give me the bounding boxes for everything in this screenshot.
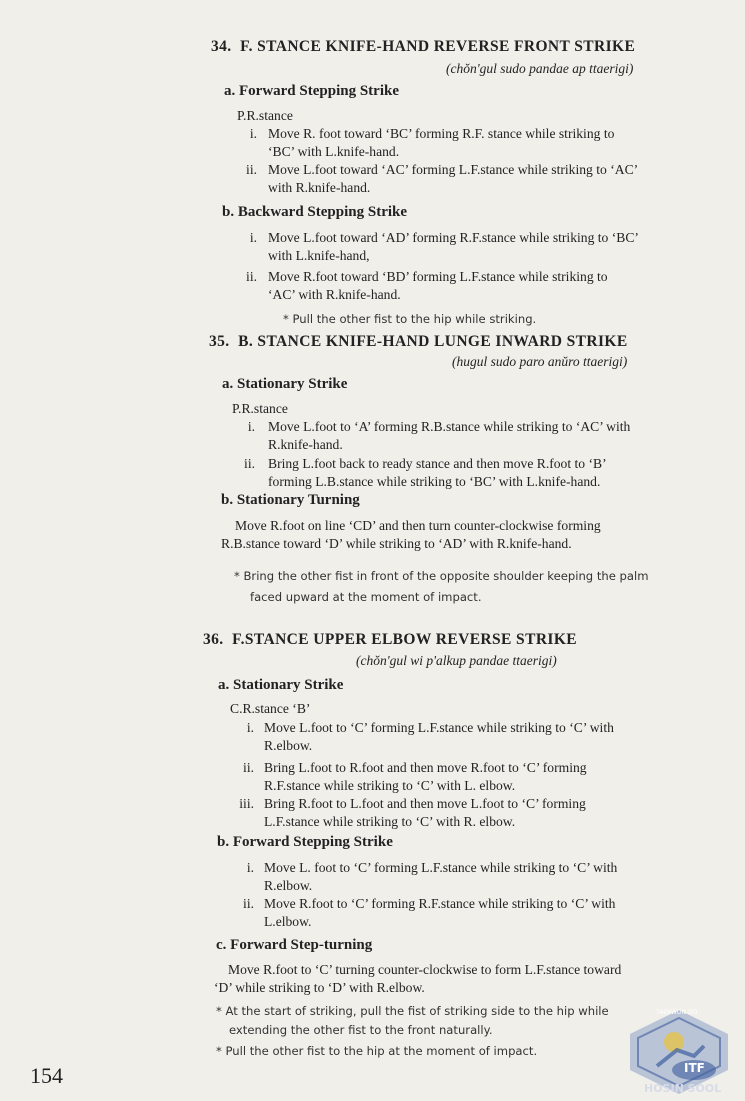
logo-badge: ITF (684, 1061, 705, 1075)
paragraph-line: Move R.foot to ‘C’ turning counter-clockwise to form L.F.stance toward (228, 962, 622, 977)
subheading: c. Forward Step-turning (216, 937, 373, 953)
subheading: a. Forward Stepping Strike (224, 83, 400, 99)
paragraph-line: R.B.stance toward ‘D’ while striking to ‘AD’ with R.knife-hand. (221, 536, 572, 551)
subheading: b. Backward Stepping Strike (222, 204, 408, 220)
note: extending the other fist to the front naturally. (229, 1023, 493, 1037)
subheading: b. Forward Stepping Strike (217, 834, 393, 850)
note: faced upward at the moment of impact. (250, 590, 482, 604)
stance-intro: P.R.stance (237, 108, 293, 123)
logo-top-text: TAEKWON-DO (656, 1009, 698, 1016)
note: * Bring the other fist in front of the opposite shoulder keeping the palm (234, 569, 649, 583)
section-36-translit: (chŏn'gul wi p'alkup pandae ttaerigi) (356, 653, 557, 668)
subheading: a. Stationary Strike (218, 677, 344, 693)
page-number: 154 (30, 1063, 63, 1088)
paragraph-line: Move R.foot on line ‘CD’ and then turn counter-clockwise forming (235, 518, 601, 533)
note: * Pull the other fist to the hip while striking. (283, 312, 537, 326)
section-35-title: 35. B. STANCE KNIFE-HAND LUNGE INWARD STRIKE (209, 333, 628, 350)
hosin-sool-logo (622, 1008, 737, 1096)
stance-intro: P.R.stance (232, 401, 288, 416)
section-34-title: 34. F. STANCE KNIFE-HAND REVERSE FRONT STRIKE (211, 38, 636, 55)
book-page: 34. F. STANCE KNIFE-HAND REVERSE FRONT STRIKE (chŏn'gul sudo pandae ap ttaerigi) a. Forward Stepping Strike P.R.stance i. Move R. foot toward ‘BC’ forming R.F. stance while striking to ‘BC’ with L.knife-hand. ii. Move L.foot toward ‘AC’ forming L.F.stance while striking to ‘AC’ with R.knife-hand. b. Backward Stepping Strike i. Move L.foot toward ‘AD’ forming R.F.stance while striking to ‘BC’ with L.knife-hand, ii. Move R.foot toward ‘BD’ forming L.F.stance while striking to ‘AC’ with R.knife-hand. * Pull the other fist to the hip while striking. 35. B. STANCE KNIFE-HAND LUNGE INWARD STRIKE (hugul sudo paro anŭro ttaerigi) a. Stationary Strike P.R.stance i. Move L.foot to ‘A’ forming R.B.stance while striking to ‘AC’ with R.knife-hand. ii. Bring L.foot back to ready stance and then move R.foot to ‘B’ forming L.B.stance while striking to ‘BC’ with L.knife-hand. b. Stationary Turning Move R.foot on line ‘CD’ and then turn counter-clockwise forming R.B.stance toward ‘D’ while striking to ‘AD’ with R.knife-hand. * Bring the other fist in front of the opposite shoulder keeping the palm faced upward at the moment of impact. 36. F.STANCE UPPER ELBOW REVERSE STRIKE (chŏn'gul wi p'alkup pandae ttaerigi) a. Stationary Strike C.R.stance ‘B’ i. Move L.foot to ‘C’ forming L.F.stance while striking to ‘C’ with R.elbow. ii. Bring L.foot to R.foot and then move R.foot to ‘C’ forming R.F.stance while striking to ‘C’ with L. elbow. iii. Bring R.foot to L.foot and then move L.foot to ‘C’ forming L.F.stance while striking to ‘C’ with R. elbow. b. Forward Stepping Strike i. Move L. foot to ‘C’ forming L.F.stance while striking to ‘C’ with R.elbow. ii. Move R.foot to ‘C’ forming R.F.stance while striking to ‘C’ with L.elbow. c. Forward Step-turning Move R.foot to ‘C’ turning counter-clockwise to form L.F.stance toward ‘D’ while striking to ‘D’ with R.elbow. * At the start of striking, pull the fist of striking side to the hip while extending the other fist to the front naturally. * Pull the other fist to the hip at the moment of impact. 154 TAEKWON-DO ITF HOSIN SOOL (0, 0, 745, 1100)
note: * Pull the other fist to the hip at the moment of impact. (216, 1044, 538, 1058)
section-35-translit: (hugul sudo paro anŭro ttaerigi) (452, 354, 628, 369)
stance-intro: C.R.stance ‘B’ (230, 701, 311, 716)
paragraph-line: ‘D’ while striking to ‘D’ with R.elbow. (214, 980, 425, 995)
section-34-translit: (chŏn'gul sudo pandae ap ttaerigi) (446, 61, 634, 76)
subheading: b. Stationary Turning (221, 492, 360, 508)
subheading: a. Stationary Strike (222, 376, 348, 392)
section-36-title: 36. F.STANCE UPPER ELBOW REVERSE STRIKE (203, 631, 578, 648)
note: * At the start of striking, pull the fist of striking side to the hip while (216, 1004, 609, 1018)
logo-bottom-text: HOSIN SOOL (644, 1082, 722, 1095)
